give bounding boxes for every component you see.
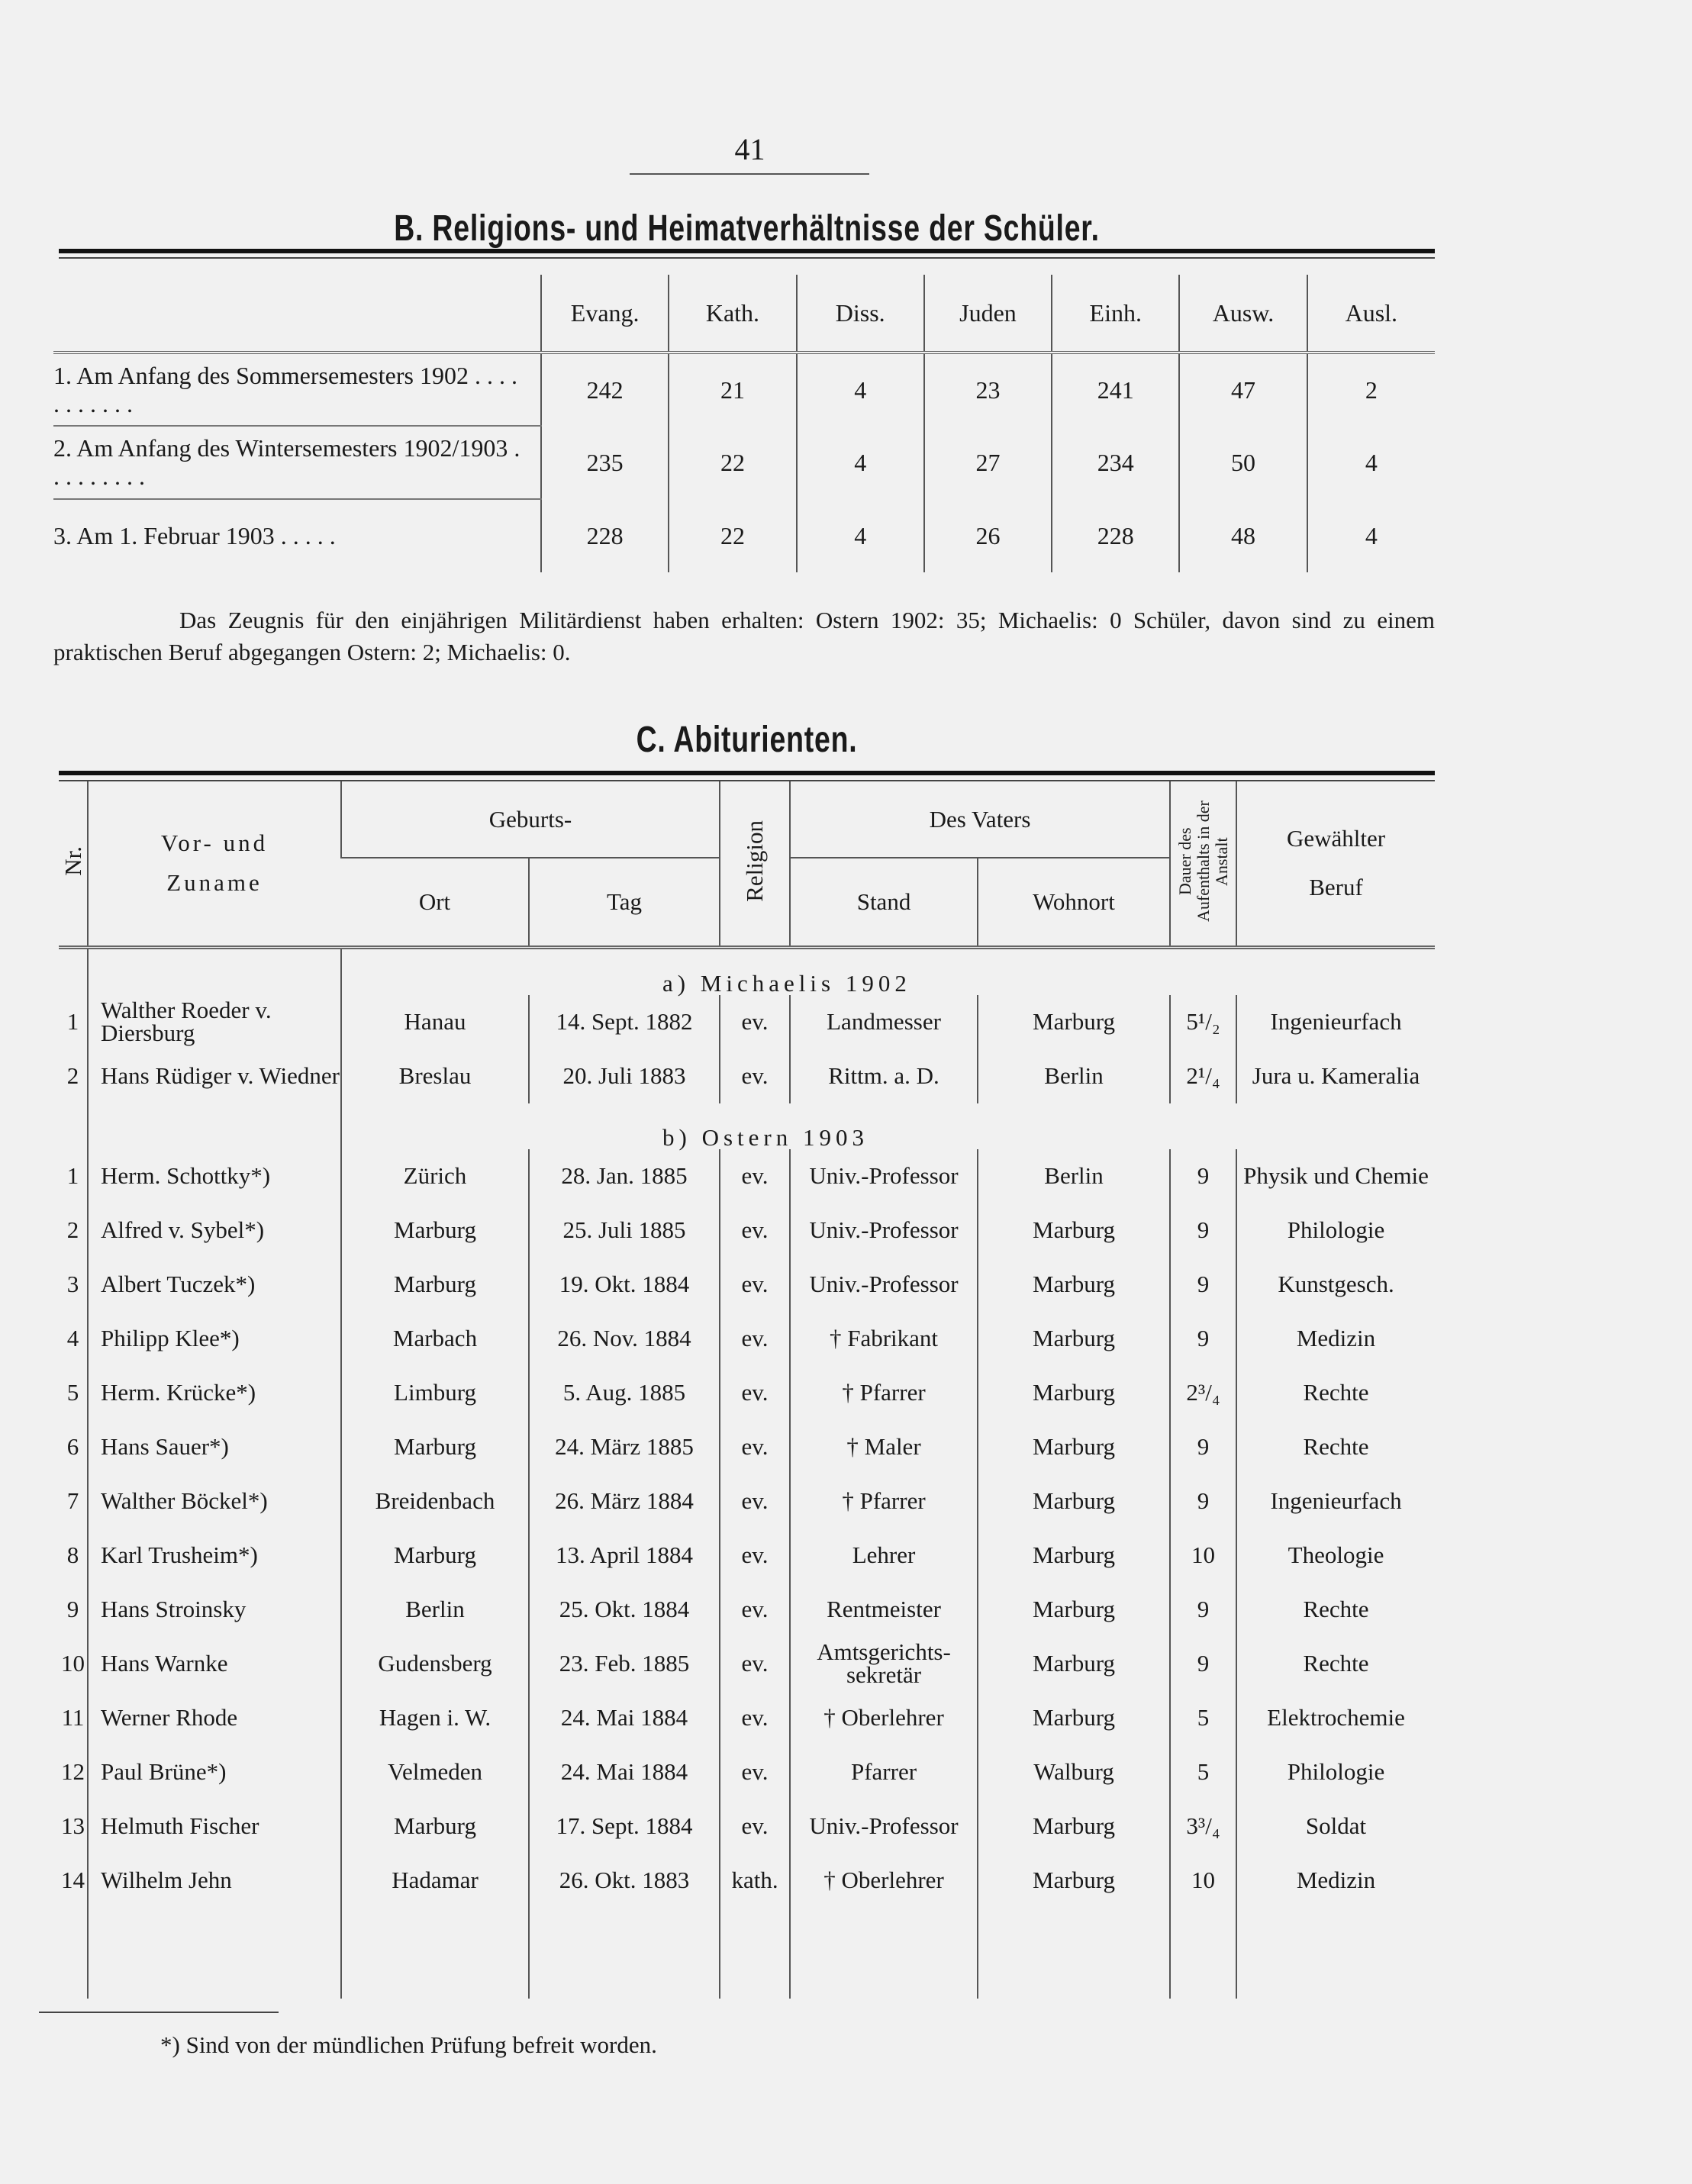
cell-wohnort: Marburg — [978, 1366, 1170, 1420]
cell-stand: Univ.-Professor — [790, 1799, 978, 1854]
cell-nr: 7 — [66, 1487, 79, 1514]
cell-rel: ev. — [720, 1049, 790, 1103]
cell-ort: Hanau — [341, 995, 529, 1049]
row-label: 2. Am Anfang des Wintersemesters 1902/1903 . . . . . . . . . — [53, 426, 541, 499]
cell-value: 48 — [1179, 499, 1307, 572]
cell-nr: 14 — [61, 1867, 85, 1893]
table-row — [59, 1366, 1435, 1420]
cell-name: Hans Stroinsky — [88, 1583, 341, 1637]
cell-ort: Marburg — [341, 1258, 529, 1312]
cell-dauer: 3³/₄ — [1170, 1799, 1236, 1854]
cell-value: 228 — [541, 499, 669, 572]
footnote: *) Sind von der mündlichen Prüfung befreit worden. — [160, 2031, 657, 2058]
table-row — [59, 1745, 1435, 1799]
cell-beruf: Rechte — [1236, 1420, 1435, 1474]
cell-name: Werner Rhode — [88, 1691, 341, 1745]
cell-ort: Limburg — [341, 1366, 529, 1420]
cell-dauer: 9 — [1170, 1149, 1236, 1203]
cell-value: 4 — [1307, 426, 1435, 499]
cell-rel: ev. — [720, 1474, 790, 1528]
cell-tag: 17. Sept. 1884 — [529, 1799, 720, 1854]
cell-name: Helmuth Fischer — [88, 1799, 341, 1854]
cell-name: Paul Brüne*) — [88, 1745, 341, 1799]
table-row — [59, 1258, 1435, 1312]
cell-nr: 1 — [66, 1008, 79, 1035]
cell-value: 22 — [669, 499, 796, 572]
cell-wohnort: Berlin — [978, 1149, 1170, 1203]
cell-tag: 28. Jan. 1885 — [529, 1149, 720, 1203]
cell-wohnort: Marburg — [978, 1637, 1170, 1691]
col-header: Juden — [924, 275, 1052, 353]
cell-value: 21 — [669, 353, 796, 426]
cell-tag: 26. Nov. 1884 — [529, 1312, 720, 1366]
cell-rel: ev. — [720, 1745, 790, 1799]
cell-beruf: Philologie — [1236, 1745, 1435, 1799]
cell-beruf: Medizin — [1236, 1854, 1435, 1908]
header-stand: Stand — [790, 858, 978, 947]
cell-stand: Univ.-Professor — [790, 1258, 978, 1312]
cell-stand: † Fabrikant — [790, 1312, 978, 1366]
cell-dauer: 10 — [1170, 1854, 1236, 1908]
cell-name: Herm. Krücke*) — [88, 1366, 341, 1420]
cell-wohnort: Marburg — [978, 1528, 1170, 1583]
cell-nr: 2 — [66, 1062, 79, 1089]
table-header-row — [53, 275, 1435, 353]
cell-nr: 8 — [66, 1541, 79, 1568]
cell-nr: 12 — [61, 1758, 85, 1785]
divider — [630, 173, 869, 175]
col-header: Ausl. — [1307, 275, 1435, 353]
group-heading-row — [59, 947, 1435, 995]
header-wohnort: Wohnort — [978, 858, 1170, 947]
cell-beruf: Philologie — [1236, 1203, 1435, 1258]
cell-name: Philipp Klee*) — [88, 1312, 341, 1366]
cell-name: Walther Roeder v. Diersburg — [88, 995, 341, 1049]
cell-ort: Hagen i. W. — [341, 1691, 529, 1745]
cell-name: Hans Warnke — [88, 1637, 341, 1691]
cell-dauer: 5 — [1170, 1745, 1236, 1799]
table-row — [59, 1312, 1435, 1366]
header-vater: Des Vaters — [790, 781, 1170, 858]
cell-rel: ev. — [720, 995, 790, 1049]
cell-tag: 26. Okt. 1883 — [529, 1854, 720, 1908]
header-dauer: Dauer des Aufenthalts in der Anstalt — [1170, 781, 1236, 947]
cell-wohnort: Marburg — [978, 1258, 1170, 1312]
cell-tag: 14. Sept. 1882 — [529, 995, 720, 1049]
row-label: 3. Am 1. Februar 1903 . . . . . — [53, 522, 336, 549]
table-row — [59, 1799, 1435, 1854]
cell-stand: Amtsgerichts-sekretär — [790, 1637, 978, 1691]
cell-rel: ev. — [720, 1420, 790, 1474]
cell-stand: Landmesser — [790, 995, 978, 1049]
cell-nr: 1 — [66, 1162, 79, 1189]
divider — [59, 771, 1435, 775]
cell-wohnort: Marburg — [978, 1583, 1170, 1637]
cell-tag: 13. April 1884 — [529, 1528, 720, 1583]
cell-ort: Marburg — [341, 1528, 529, 1583]
header-ort: Ort — [341, 858, 529, 947]
cell-wohnort: Berlin — [978, 1049, 1170, 1103]
table-row — [59, 1474, 1435, 1528]
table-row — [59, 1420, 1435, 1474]
abiturienten-table — [59, 781, 1435, 1999]
cell-nr: 5 — [66, 1379, 79, 1406]
divider — [59, 257, 1435, 259]
header-name: Vor- und Zuname — [88, 781, 341, 947]
cell-ort: Hadamar — [341, 1854, 529, 1908]
cell-ort: Breslau — [341, 1049, 529, 1103]
cell-tag: 5. Aug. 1885 — [529, 1366, 720, 1420]
group-title: b) Ostern 1903 — [341, 1103, 1435, 1149]
cell-beruf: Rechte — [1236, 1583, 1435, 1637]
header-geburts: Geburts- — [341, 781, 720, 858]
col-header: Einh. — [1052, 275, 1179, 353]
cell-beruf: Theologie — [1236, 1528, 1435, 1583]
cell-wohnort: Marburg — [978, 1799, 1170, 1854]
cell-stand: † Oberlehrer — [790, 1691, 978, 1745]
cell-value: 235 — [541, 426, 669, 499]
cell-nr: 11 — [61, 1704, 85, 1731]
col-header: Kath. — [669, 275, 796, 353]
cell-name: Walther Böckel*) — [88, 1474, 341, 1528]
header-beruf: Gewählter Beruf — [1236, 781, 1435, 947]
table-row — [53, 353, 1435, 426]
table-row — [59, 1049, 1435, 1103]
cell-dauer: 9 — [1170, 1420, 1236, 1474]
header-nr: Nr. — [59, 781, 88, 947]
cell-ort: Marburg — [341, 1420, 529, 1474]
cell-ort: Zürich — [341, 1149, 529, 1203]
table-row — [59, 995, 1435, 1049]
cell-beruf: Jura u. Kameralia — [1236, 1049, 1435, 1103]
cell-beruf: Ingenieurfach — [1236, 1474, 1435, 1528]
cell-rel: ev. — [720, 1528, 790, 1583]
cell-ort: Gudensberg — [341, 1637, 529, 1691]
table-row — [59, 1637, 1435, 1691]
col-header: Ausw. — [1179, 275, 1307, 353]
cell-wohnort: Marburg — [978, 1691, 1170, 1745]
cell-tag: 24. Mai 1884 — [529, 1745, 720, 1799]
cell-value: 50 — [1179, 426, 1307, 499]
cell-name: Wilhelm Jehn — [88, 1854, 341, 1908]
footnote-divider — [39, 2012, 279, 2013]
cell-stand: † Pfarrer — [790, 1474, 978, 1528]
cell-rel: ev. — [720, 1637, 790, 1691]
cell-tag: 24. Mai 1884 — [529, 1691, 720, 1745]
cell-value: 2 — [1307, 353, 1435, 426]
cell-tag: 23. Feb. 1885 — [529, 1637, 720, 1691]
cell-rel: ev. — [720, 1799, 790, 1854]
cell-rel: ev. — [720, 1258, 790, 1312]
cell-stand: Lehrer — [790, 1528, 978, 1583]
cell-nr: 9 — [66, 1596, 79, 1622]
cell-tag: 26. März 1884 — [529, 1474, 720, 1528]
cell-value: 4 — [1307, 499, 1435, 572]
cell-rel: kath. — [720, 1854, 790, 1908]
cell-ort: Marburg — [341, 1799, 529, 1854]
cell-value: 27 — [924, 426, 1052, 499]
cell-name: Albert Tuczek*) — [88, 1258, 341, 1312]
cell-beruf: Kunstgesch. — [1236, 1258, 1435, 1312]
cell-stand: Univ.-Professor — [790, 1149, 978, 1203]
table-row — [59, 1528, 1435, 1583]
cell-dauer: 2³/₄ — [1170, 1366, 1236, 1420]
cell-dauer: 5 — [1170, 1691, 1236, 1745]
cell-value: 242 — [541, 353, 669, 426]
cell-name: Hans Sauer*) — [88, 1420, 341, 1474]
table-row — [53, 499, 1435, 572]
cell-tag: 25. Okt. 1884 — [529, 1583, 720, 1637]
cell-rel: ev. — [720, 1691, 790, 1745]
cell-value: 234 — [1052, 426, 1179, 499]
cell-dauer: 9 — [1170, 1583, 1236, 1637]
cell-wohnort: Marburg — [978, 1312, 1170, 1366]
cell-value: 4 — [797, 353, 924, 426]
table-row — [59, 1149, 1435, 1203]
cell-beruf: Ingenieurfach — [1236, 995, 1435, 1049]
cell-value: 4 — [797, 426, 924, 499]
group-heading-row — [59, 1103, 1435, 1149]
cell-name: Alfred v. Sybel*) — [88, 1203, 341, 1258]
military-note — [53, 604, 1435, 668]
cell-wohnort: Marburg — [978, 1420, 1170, 1474]
page-number: 41 — [734, 132, 765, 166]
cell-nr: 3 — [66, 1271, 79, 1297]
cell-dauer: 9 — [1170, 1474, 1236, 1528]
cell-stand: † Oberlehrer — [790, 1854, 978, 1908]
cell-ort: Berlin — [341, 1583, 529, 1637]
cell-dauer: 10 — [1170, 1528, 1236, 1583]
cell-tag: 25. Juli 1885 — [529, 1203, 720, 1258]
cell-value: 47 — [1179, 353, 1307, 426]
cell-rel: ev. — [720, 1149, 790, 1203]
cell-dauer: 2¹/₄ — [1170, 1049, 1236, 1103]
cell-value: 4 — [797, 499, 924, 572]
col-header: Evang. — [541, 275, 669, 353]
cell-value: 241 — [1052, 353, 1179, 426]
group-title: a) Michaelis 1902 — [341, 947, 1435, 995]
cell-beruf: Rechte — [1236, 1366, 1435, 1420]
note-text: Das Zeugnis für den einjährigen Militärdienst haben erhalten: Ostern 1902: 35; Michaelis: 0 Schüler, davon sind zu einem praktischen Beruf abgegangen Ostern: 2; Michaelis: 0. — [53, 607, 1435, 665]
cell-value: 228 — [1052, 499, 1179, 572]
cell-dauer: 5¹/₂ — [1170, 995, 1236, 1049]
table-row — [59, 1203, 1435, 1258]
cell-wohnort: Marburg — [978, 995, 1170, 1049]
divider — [59, 249, 1435, 253]
cell-name: Karl Trusheim*) — [88, 1528, 341, 1583]
cell-beruf: Rechte — [1236, 1637, 1435, 1691]
religion-table — [53, 275, 1435, 572]
cell-dauer: 9 — [1170, 1637, 1236, 1691]
cell-tag: 24. März 1885 — [529, 1420, 720, 1474]
cell-name: Herm. Schottky*) — [88, 1149, 341, 1203]
cell-beruf: Physik und Chemie — [1236, 1149, 1435, 1203]
table-row — [59, 1691, 1435, 1745]
cell-tag: 19. Okt. 1884 — [529, 1258, 720, 1312]
cell-value: 22 — [669, 426, 796, 499]
cell-stand: Pfarrer — [790, 1745, 978, 1799]
header-tag: Tag — [529, 858, 720, 947]
filler-row — [59, 1908, 1435, 1999]
cell-ort: Marburg — [341, 1203, 529, 1258]
section-b-title: B. Religions- und Heimatverhältnisse der Schüler. — [394, 208, 1100, 249]
cell-wohnort: Walburg — [978, 1745, 1170, 1799]
cell-beruf: Elektrochemie — [1236, 1691, 1435, 1745]
cell-beruf: Medizin — [1236, 1312, 1435, 1366]
row-label: 1. Am Anfang des Sommersemesters 1902 . . . . . . . . . . . — [53, 353, 541, 426]
table-row — [53, 426, 1435, 499]
section-c-title: C. Abiturienten. — [636, 720, 858, 760]
cell-ort: Breidenbach — [341, 1474, 529, 1528]
cell-nr: 4 — [66, 1325, 79, 1351]
cell-nr: 2 — [66, 1216, 79, 1243]
cell-tag: 20. Juli 1883 — [529, 1049, 720, 1103]
cell-nr: 6 — [66, 1433, 79, 1460]
cell-stand: † Maler — [790, 1420, 978, 1474]
cell-ort: Marbach — [341, 1312, 529, 1366]
cell-stand: Rittm. a. D. — [790, 1049, 978, 1103]
cell-wohnort: Marburg — [978, 1203, 1170, 1258]
cell-ort: Velmeden — [341, 1745, 529, 1799]
cell-rel: ev. — [720, 1203, 790, 1258]
cell-value: 23 — [924, 353, 1052, 426]
col-header: Diss. — [797, 275, 924, 353]
cell-dauer: 9 — [1170, 1258, 1236, 1312]
cell-rel: ev. — [720, 1583, 790, 1637]
table-row — [59, 1854, 1435, 1908]
cell-nr: 13 — [61, 1812, 85, 1839]
table-row — [59, 1583, 1435, 1637]
header-empty — [53, 275, 541, 353]
cell-dauer: 9 — [1170, 1203, 1236, 1258]
cell-rel: ev. — [720, 1312, 790, 1366]
cell-wohnort: Marburg — [978, 1854, 1170, 1908]
cell-wohnort: Marburg — [978, 1474, 1170, 1528]
cell-stand: Univ.-Professor — [790, 1203, 978, 1258]
cell-rel: ev. — [720, 1366, 790, 1420]
cell-dauer: 9 — [1170, 1312, 1236, 1366]
cell-value: 26 — [924, 499, 1052, 572]
cell-nr: 10 — [61, 1650, 85, 1677]
cell-name: Hans Rüdiger v. Wiedner — [88, 1049, 341, 1103]
cell-stand: Rentmeister — [790, 1583, 978, 1637]
cell-stand: † Pfarrer — [790, 1366, 978, 1420]
cell-beruf: Soldat — [1236, 1799, 1435, 1854]
header-religion: Religion — [720, 781, 790, 947]
